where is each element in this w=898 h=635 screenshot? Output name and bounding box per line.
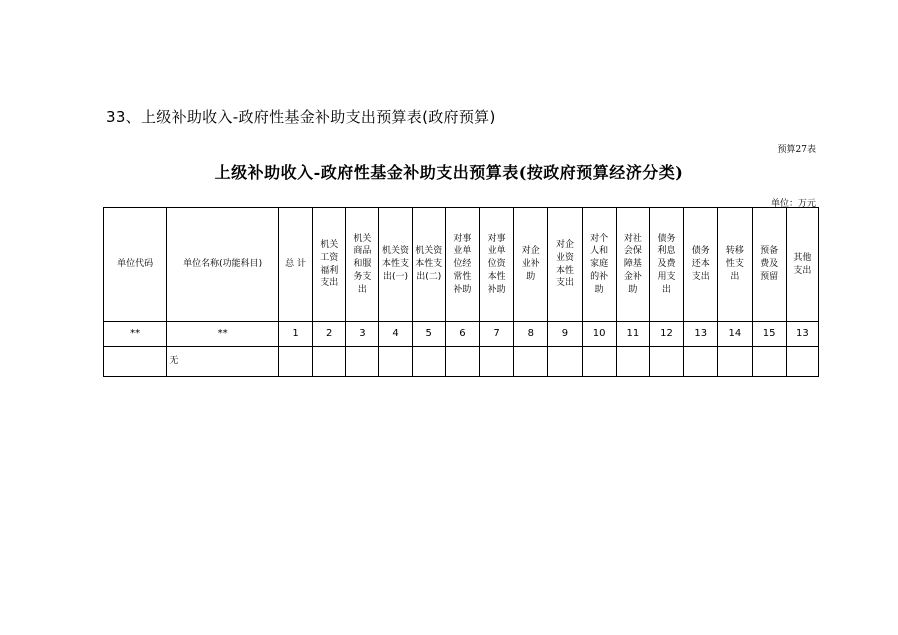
header-cell: 单位代码 <box>104 208 167 322</box>
data-cell <box>548 347 582 377</box>
index-cell: 8 <box>514 322 548 347</box>
header-row <box>104 208 819 322</box>
header-cell: 对个人和家庭的补助 <box>582 208 616 322</box>
data-cell <box>649 347 683 377</box>
data-cell <box>346 347 379 377</box>
budget-table <box>103 207 819 377</box>
header-cell: 转移性支出 <box>718 208 752 322</box>
header-cell: 债务利息及费用支出 <box>649 208 683 322</box>
data-cell <box>718 347 752 377</box>
index-cell: ** <box>104 322 167 347</box>
index-cell: 7 <box>480 322 514 347</box>
index-cell: 15 <box>752 322 786 347</box>
header-cell: 机关资本性支出(二) <box>412 208 445 322</box>
header-cell: 对事业单位资本性补助 <box>480 208 514 322</box>
index-cell: 5 <box>412 322 445 347</box>
index-cell: 10 <box>582 322 616 347</box>
index-cell: 3 <box>346 322 379 347</box>
data-cell-unit-name: 无 <box>167 347 279 377</box>
index-cell: 14 <box>718 322 752 347</box>
index-cell: ** <box>167 322 279 347</box>
form-number: 预算27表 <box>777 145 816 155</box>
data-cell <box>616 347 649 377</box>
index-cell: 13 <box>786 322 818 347</box>
section-title: 33、上级补助收入-政府性基金补助支出预算表(政府预算) <box>106 108 496 126</box>
header-cell: 机关工资福利支出 <box>313 208 346 322</box>
header-cell: 预备费及预留 <box>752 208 786 322</box>
index-cell: 12 <box>649 322 683 347</box>
data-cell <box>752 347 786 377</box>
index-cell: 1 <box>278 322 312 347</box>
data-cell <box>445 347 479 377</box>
header-cell: 机关商品和服务支出 <box>346 208 379 322</box>
data-cell <box>278 347 312 377</box>
data-cell <box>104 347 167 377</box>
data-cell <box>786 347 818 377</box>
header-cell: 对企业资本性支出 <box>548 208 582 322</box>
data-cell <box>514 347 548 377</box>
header-cell: 对社会保障基金补助 <box>616 208 649 322</box>
data-cell <box>313 347 346 377</box>
table-title: 上级补助收入-政府性基金补助支出预算表(按政府预算经济分类) <box>214 163 684 182</box>
header-cell: 总 计 <box>278 208 312 322</box>
index-cell: 13 <box>684 322 718 347</box>
header-cell: 对事业单位经常性补助 <box>445 208 479 322</box>
data-cell <box>480 347 514 377</box>
index-row <box>104 322 819 347</box>
unit-label: 单位：万元 <box>770 199 816 209</box>
header-cell: 单位名称(功能科目) <box>167 208 279 322</box>
data-cell <box>412 347 445 377</box>
header-cell: 机关资本性支出(一) <box>379 208 412 322</box>
header-cell: 对企业补助 <box>514 208 548 322</box>
data-cell <box>684 347 718 377</box>
table-row <box>104 347 819 377</box>
data-cell <box>582 347 616 377</box>
index-cell: 2 <box>313 322 346 347</box>
index-cell: 11 <box>616 322 649 347</box>
index-cell: 6 <box>445 322 479 347</box>
index-cell: 4 <box>379 322 412 347</box>
index-cell: 9 <box>548 322 582 347</box>
header-cell: 其他支出 <box>786 208 818 322</box>
header-cell: 债务还本支出 <box>684 208 718 322</box>
data-cell <box>379 347 412 377</box>
